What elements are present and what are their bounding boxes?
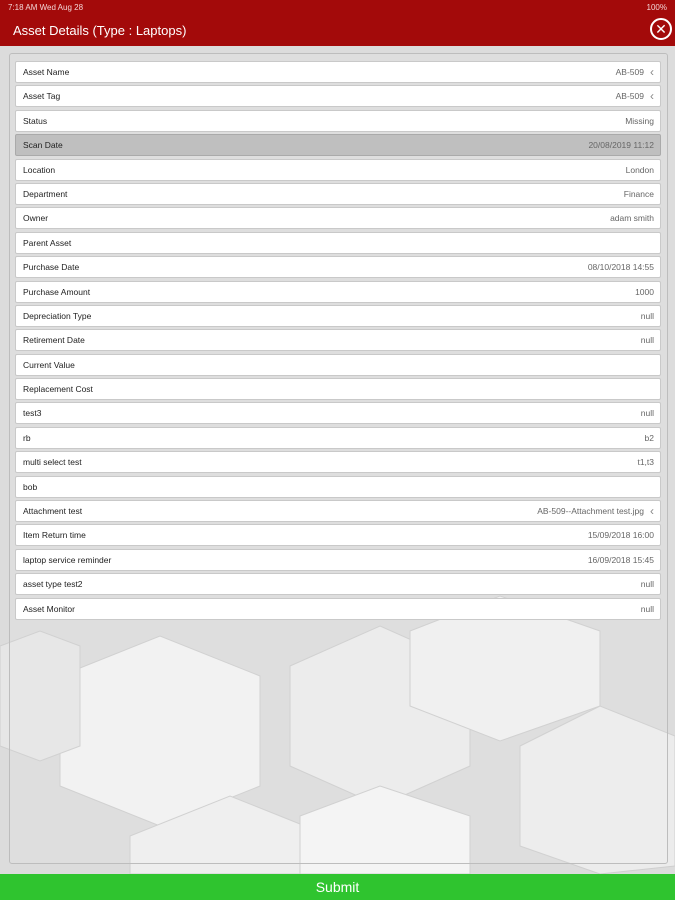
field-value: AB-509 xyxy=(615,67,644,77)
field-label: Asset Name xyxy=(23,67,70,77)
detail-row[interactable] xyxy=(15,378,661,400)
detail-row[interactable] xyxy=(15,329,661,351)
field-value-group xyxy=(610,213,654,223)
field-value: 15/09/2018 16:00 xyxy=(587,530,654,541)
field-value-group xyxy=(588,140,654,150)
field-value: null xyxy=(640,310,654,321)
detail-row[interactable] xyxy=(15,110,661,132)
detail-row[interactable] xyxy=(15,232,661,254)
field-label: bob xyxy=(23,481,38,492)
detail-row[interactable] xyxy=(15,500,661,522)
status-battery: 100% xyxy=(646,2,667,12)
chevron-left-icon[interactable]: ‹ xyxy=(650,65,654,79)
detail-row[interactable] xyxy=(15,402,661,424)
detail-row[interactable] xyxy=(15,427,661,449)
chevron-left-icon[interactable]: ‹ xyxy=(650,504,654,519)
detail-row[interactable] xyxy=(15,524,661,546)
field-label: Replacement Cost xyxy=(23,384,93,395)
detail-row[interactable] xyxy=(15,183,661,205)
detail-row[interactable] xyxy=(15,61,661,83)
field-value-group xyxy=(641,604,654,614)
field-label: multi select test xyxy=(23,457,82,468)
detail-row[interactable] xyxy=(15,354,661,376)
field-value: AB-509 xyxy=(615,91,644,102)
detail-row[interactable] xyxy=(15,207,661,229)
field-value-group xyxy=(641,408,654,418)
field-label: Asset Tag xyxy=(23,91,61,102)
field-label: Item Return time xyxy=(23,530,86,541)
field-value: t1,t3 xyxy=(637,457,654,468)
field-value: null xyxy=(640,335,654,346)
field-value-group xyxy=(637,457,654,467)
field-label: Depreciation Type xyxy=(23,310,92,321)
field-value: AB-509--Attachment test.jpg xyxy=(537,506,644,517)
field-label: Scan Date xyxy=(23,140,63,151)
field-value-group xyxy=(588,262,654,272)
close-button[interactable] xyxy=(650,18,672,40)
page-title: Asset Details (Type : Laptops) xyxy=(13,23,187,38)
detail-row[interactable] xyxy=(15,451,661,473)
field-value: 08/10/2018 14:55 xyxy=(587,262,654,273)
status-bar xyxy=(0,0,675,14)
field-value: 20/08/2019 11:12 xyxy=(588,140,654,151)
submit-button[interactable]: Submit xyxy=(0,874,675,900)
field-value: London xyxy=(625,164,654,175)
field-label: Parent Asset xyxy=(23,237,72,248)
field-value-group xyxy=(641,335,654,345)
field-label: Location xyxy=(23,164,56,175)
field-value-group xyxy=(537,505,654,517)
detail-row[interactable] xyxy=(15,256,661,278)
field-value-group xyxy=(645,433,654,443)
field-label: Owner xyxy=(23,213,49,224)
detail-row[interactable] xyxy=(15,281,661,303)
field-value-group xyxy=(616,90,654,102)
chevron-left-icon[interactable]: ‹ xyxy=(650,89,654,104)
field-value-group xyxy=(641,579,654,589)
detail-row[interactable] xyxy=(15,598,661,620)
field-value-group xyxy=(626,165,654,175)
field-value-group xyxy=(616,66,654,78)
field-label: asset type test2 xyxy=(23,579,83,590)
field-label: Purchase Amount xyxy=(23,286,91,297)
field-label: Purchase Date xyxy=(23,262,80,273)
field-label: Retirement Date xyxy=(23,335,85,346)
field-value: null xyxy=(640,408,654,419)
field-label: laptop service reminder xyxy=(23,554,112,565)
field-value: adam smith xyxy=(610,213,654,224)
field-label: Attachment test xyxy=(23,506,83,517)
field-label: rb xyxy=(23,432,31,443)
detail-row[interactable] xyxy=(15,159,661,181)
asset-detail-list xyxy=(15,61,661,622)
close-icon: ✕ xyxy=(655,21,667,37)
field-label: Current Value xyxy=(23,359,75,370)
field-value: 16/09/2018 15:45 xyxy=(587,554,654,565)
field-value-group xyxy=(635,287,654,297)
field-label: Department xyxy=(23,188,68,199)
field-value: null xyxy=(640,579,654,590)
header-bar xyxy=(0,14,675,46)
field-value: Finance xyxy=(623,188,654,199)
field-value-group xyxy=(641,311,654,321)
detail-row[interactable] xyxy=(15,134,661,156)
field-label: Asset Monitor xyxy=(23,603,75,614)
field-value: null xyxy=(640,603,654,614)
field-value-group xyxy=(624,189,654,199)
detail-row[interactable] xyxy=(15,476,661,498)
field-value: Missing xyxy=(625,115,654,126)
detail-row[interactable] xyxy=(15,305,661,327)
field-value-group xyxy=(588,530,654,540)
field-label: test3 xyxy=(23,408,42,419)
status-time-date: 7:18 AM Wed Aug 28 xyxy=(8,2,84,12)
field-value: 1000 xyxy=(635,286,654,297)
field-value-group xyxy=(588,555,654,565)
field-value: b2 xyxy=(644,432,654,443)
detail-row[interactable] xyxy=(15,85,661,107)
field-value-group xyxy=(625,116,654,126)
detail-row[interactable] xyxy=(15,573,661,595)
field-label: Status xyxy=(23,115,48,126)
detail-row[interactable] xyxy=(15,549,661,571)
